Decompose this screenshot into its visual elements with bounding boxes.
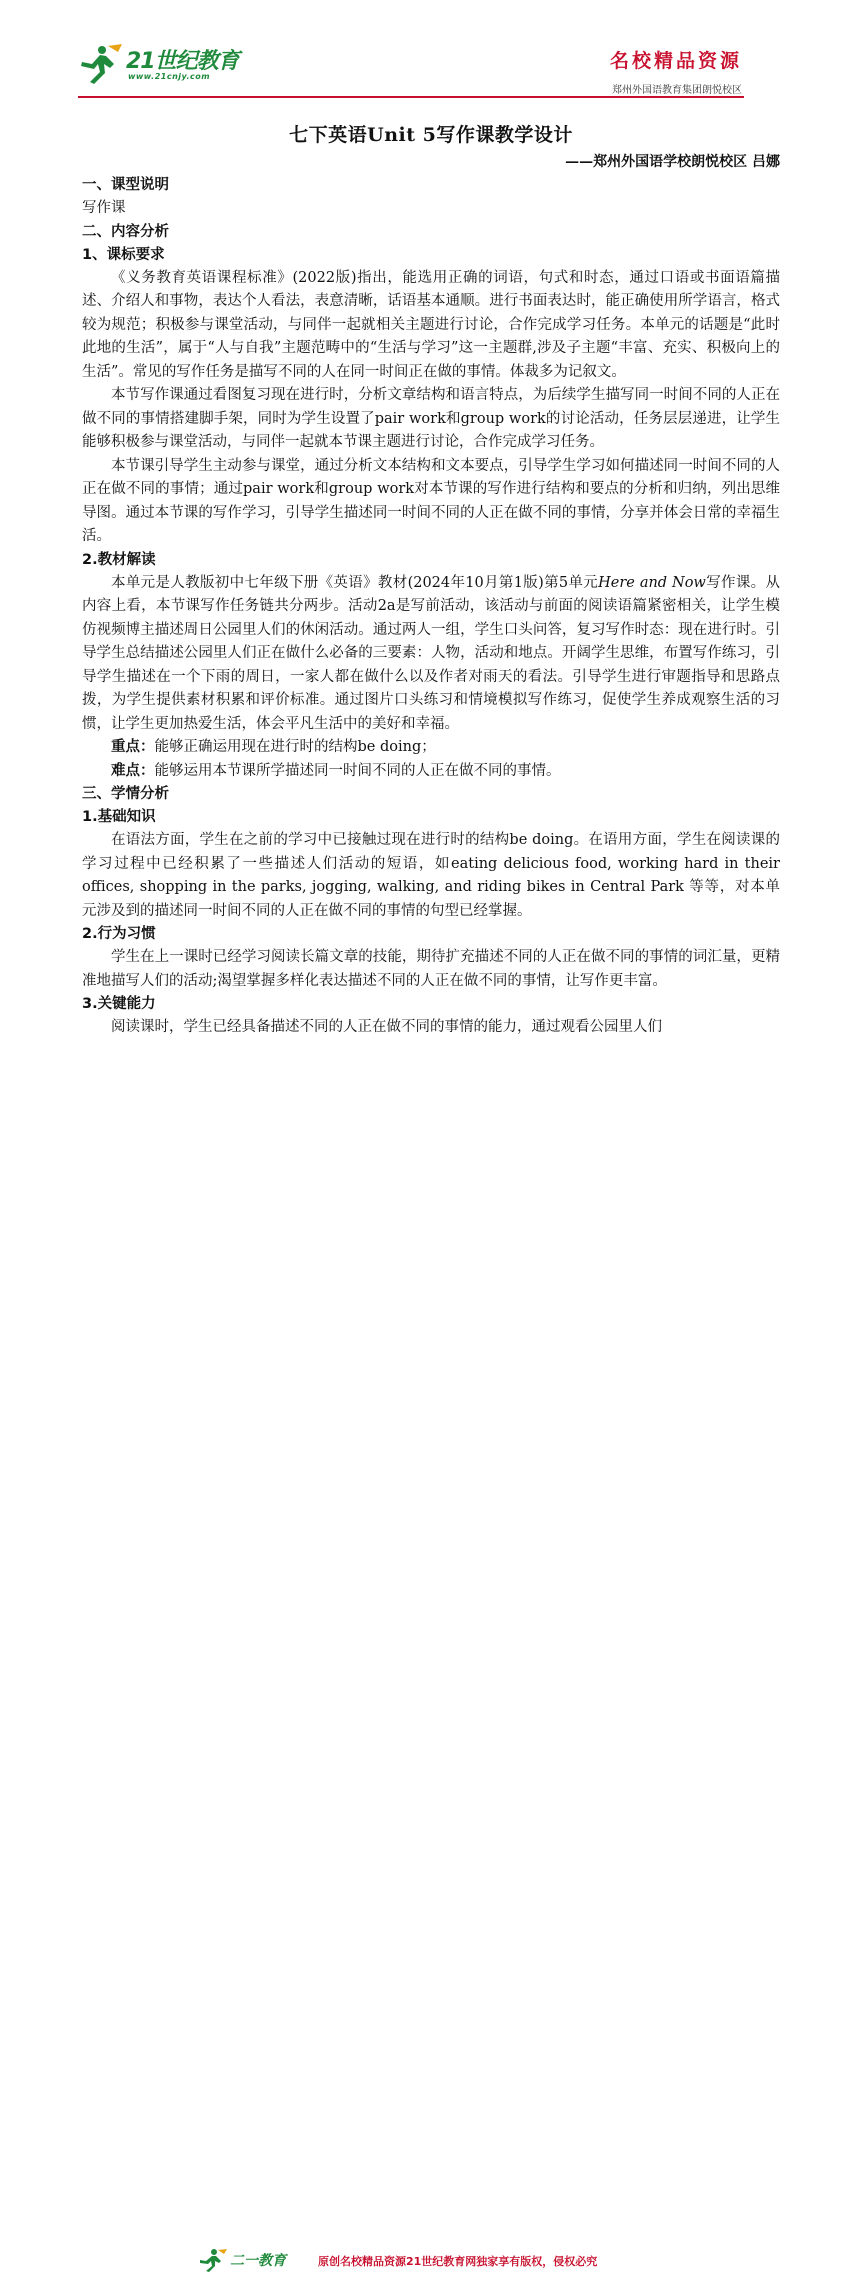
- section-heading: 一、课型说明: [82, 177, 169, 193]
- paragraph: 写作课: [82, 200, 126, 216]
- site-logo[interactable]: [78, 40, 278, 90]
- subsection-heading: 1、课标要求: [82, 246, 165, 263]
- key-label: 重点：: [111, 739, 155, 755]
- header-divider: [78, 96, 744, 98]
- runner-icon: [198, 2248, 228, 2272]
- brand-subtitle: 郑州外国语教育集团朗悦校区: [612, 85, 742, 96]
- section-heading: 二、内容分析: [82, 223, 169, 240]
- text-run: 本单元是人教版初中七年级下册《英语》教材(2024年10月第1版)第5单元: [111, 574, 599, 591]
- paragraph: 《义务教育英语课程标准》(2022版)指出，能选用正确的词语，句式和时态，通过口语或书面语篇描述、介绍人和事物，表达个人看法，表意清晰，话语基本通顺。进行书面表达时，能正确使用所学语言，格式较为规范；积极参与课堂活动，与同伴一起就相关主题进行讨论，合作完成学习任务。本单元的话题是“此时此地的生活”，属于“人与自我”主题范畴中的“生活与学习”这一主题群,涉及子主题“丰富、充实、积极向上的生活”。常见的写作任务是描写不同的人在同一时间正在做的事情。体裁多为记叙文。: [82, 269, 780, 380]
- page-header: [0, 0, 860, 110]
- paragraph: [82, 760, 780, 784]
- runner-icon: [78, 42, 126, 86]
- logo-url: www.21cnjy.com: [128, 72, 211, 81]
- text-run: 写作课。从内容上看，本节课写作任务链共分两步。活动2a是写前活动，该活动与前面的阅读语篇紧密相关，让学生模仿视频博主描述周日公园里人们的休闲活动。通过两人一组，学生口头问答，复习写作时态：现在进行时。引导学生总结描述公园里人们正在做什么必备的三要素：人物，活动和地点。开阔学生思维，布置写作练习，引导学生描述在一个下雨的周日，一家人都在做什么以及作者对雨天的看法。引导学生进行审题指导和思路点拨，为学生提供素材积累和评价标准。通过图片口头练习和情境模拟写作练习，促使学生养成观察生活的习惯，让学生更加热爱生活，体会平凡生活中的美好和幸福。: [82, 574, 781, 732]
- difficulty-label: 难点：: [111, 762, 155, 779]
- difficulty-text: 能够运用本节课所学描述同一时间不同的人正在做不同的事情。: [154, 762, 561, 779]
- document-body: [82, 120, 780, 1040]
- unit-title: Here and Now: [598, 574, 706, 591]
- document-title: 七下英语Unit 5写作课教学设计: [289, 124, 573, 146]
- paragraph: 本节写作课通过看图复习现在进行时，分析文章结构和语言特点，为后续学生描写同一时间不同的人正在做不同的事情搭建脚手架，同时为学生设置了pair work和group work的讨论活动，任务层层递进，让学生能够积极参与课堂活动，与同伴一起就本节课主题进行讨论，合作完成学习任务。: [82, 387, 780, 450]
- subsection-heading: 2.教材解读: [82, 551, 156, 568]
- footer-logo-text[interactable]: 二一教育: [230, 2253, 286, 2269]
- subsection-heading: 1.基础知识: [82, 809, 156, 825]
- brand-title: 名校精品资源: [609, 50, 742, 72]
- document-author: ——郑州外国语学校朗悦校区 吕娜: [565, 154, 780, 170]
- page-footer: [0, 1120, 860, 2269]
- paragraph: [82, 736, 780, 760]
- subsection-heading: 3.关键能力: [82, 996, 156, 1012]
- paragraph: 学生在上一课时已经学习阅读长篇文章的技能，期待扩充描述不同的人正在做不同的事情的词汇量，更精准地描写人们的活动;渴望掌握多样化表达描述不同的人正在做不同的事情，让写作更丰富。: [82, 949, 780, 989]
- subsection-heading: 2.行为习惯: [82, 926, 156, 942]
- key-text: 能够正确运用现在进行时的结构be doing；: [154, 739, 436, 755]
- copyright-notice: 原创名校精品资源21世纪教育网独家享有版权，侵权必究: [318, 2255, 598, 2268]
- paragraph: 阅读课时，学生已经具备描述不同的人正在做不同的事情的能力，通过观看公园里人们: [111, 1019, 662, 1035]
- paragraph: 在语法方面，学生在之前的学习中已接触过现在进行时的结构be doing。在语用方面，学生在阅读课的学习过程中已经积累了一些描述人们活动的短语，如eating delicious food, working hard in their offices, shopping in the parks, jogging, walking, and riding bikes in Central Park 等等，对本单元涉及到的描述同一时间不同的人正在做不同的事情的句型已经掌握。: [82, 832, 780, 919]
- paragraph: 本节课引导学生主动参与课堂，通过分析文本结构和文本要点，引导学生学习如何描述同一时间不同的人正在做不同的事情；通过pair work和group work对本节课的写作进行结构和要点的分析和归纳，列出思维导图。通过本节课的写作学习，引导学生描述同一时间不同的人正在做不同的事情，分享并体会日常的幸福生活。: [82, 457, 780, 544]
- paragraph: [82, 572, 780, 737]
- brand-block: [610, 46, 742, 96]
- logo-text: 21世纪教育: [126, 49, 239, 74]
- section-heading: 三、学情分析: [82, 786, 169, 802]
